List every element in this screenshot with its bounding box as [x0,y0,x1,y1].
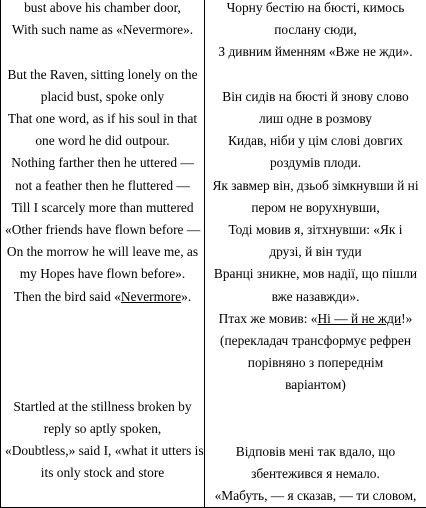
ukrainian-line: послану сюди, [209,19,422,41]
ukrainian-refrain-suffix: !» [401,311,412,326]
ukrainian-line: З дивним йменням «Вже не жди». [209,41,422,63]
ukrainian-line: роздумів плоди. [209,152,422,174]
english-refrain-prefix: Then the bird said « [14,289,121,304]
ukrainian-line: друзі, й він туди [209,241,422,263]
english-line: Nothing farther then he uttered — [5,152,200,174]
ukrainian-line: Кидав, ніби у цім слові довгих [209,130,422,152]
english-line: With such name as «Nevermore». [5,19,200,41]
translator-note-line: варіантом) [209,374,422,396]
ukrainian-line: Тоді мовив я, зітхнувши: «Як і [209,219,422,241]
ukrainian-refrain-line [209,308,422,330]
table-row-stanza-prev-end [1,0,426,508]
stanza-gap [5,308,200,352]
ukrainian-refrain-word: Ні — й не жди [317,311,401,326]
ukrainian-line: Чорну бестію на бюсті, кимось [209,0,422,19]
english-refrain-suffix: ». [181,289,191,304]
english-line: Till I scarcely more than muttered [5,197,200,219]
english-refrain-line [5,286,200,308]
ukrainian-line: збентежився я немало. [209,463,422,485]
english-line: placid bust, spoke only [5,86,200,108]
ukrainian-line: вже назавжди». [209,286,422,308]
stanza-gap [209,397,422,441]
english-line: bust above his chamber door, [5,0,200,19]
ukrainian-line: лиш одне в розмову [209,108,422,130]
ukrainian-line: Він сидів на бюсті й знову слово [209,86,422,108]
english-line: reply so aptly spoken, [5,418,200,440]
ukrainian-line: «Мабуть, — я сказав, — ти словом, [209,485,422,507]
ukrainian-refrain-prefix: Птах же мовив: « [219,311,318,326]
english-line: not a feather then he fluttered — [5,175,200,197]
ukrainian-line: Як завмер він, дзьоб зімкнувши й ні [209,175,422,197]
english-line: my Hopes have flown before». [5,263,200,285]
english-line: On the morrow he will leave me, as [5,241,200,263]
english-line: But the Raven, sitting lonely on the [5,64,200,86]
stanza-gap [5,352,200,396]
english-refrain-word: Nevermore [121,289,181,304]
english-cell-prev [1,0,205,508]
ukrainian-line: Відповів мені так вдало, що [209,441,422,463]
english-line: its only stock and store [5,462,200,484]
english-line: one word he did outpour. [5,130,200,152]
ukrainian-line: Вранці зникне, мов надії, що пішли [209,263,422,285]
english-line: «Doubtless,» said I, «what it utters is [5,440,200,462]
ukrainian-line: пером не ворухнувши, [209,197,422,219]
stanza-gap [5,41,200,63]
translator-note-line: (перекладач трансформує рефрен [209,330,422,352]
english-line: «Other friends have flown before — [5,219,200,241]
english-line: Startled at the stillness broken by [5,396,200,418]
translator-note-line: порівняно з попереднім [209,352,422,374]
english-line: That one word, as if his soul in that [5,108,200,130]
stanza-gap [209,64,422,86]
ukrainian-cell-prev [205,0,426,508]
